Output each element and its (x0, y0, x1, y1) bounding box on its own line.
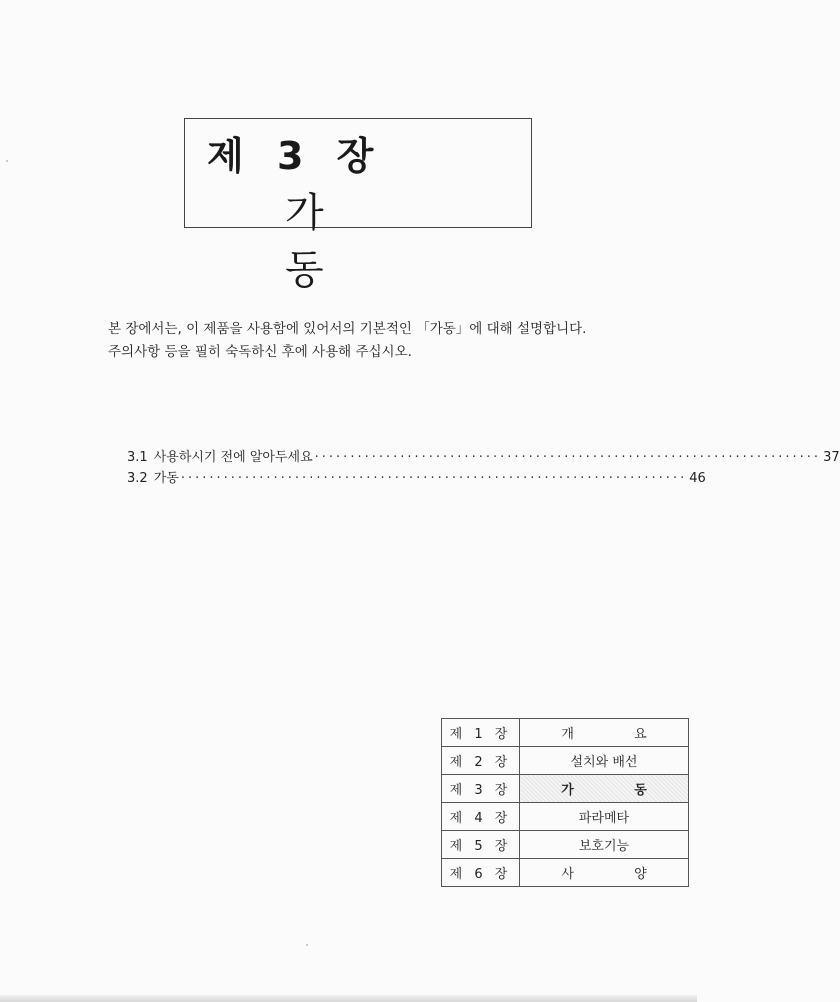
chapter-nav-row[interactable] (442, 747, 689, 775)
intro-line-1: 본 장에서는, 이 제품을 사용함에 있어서의 기본적인 「가동」에 대해 설명합니다. (108, 321, 587, 337)
toc-entry[interactable] (127, 467, 706, 488)
scan-speck (6, 160, 8, 162)
chapter-nav-title: 사 양 (520, 859, 689, 887)
chapter-nav-title-current: 가 동 (520, 775, 689, 803)
intro-line-2: 주의사항 등을 필히 숙독하신 후에 사용해 주십시오. (108, 344, 412, 360)
scan-speck (306, 944, 308, 946)
chapter-nav-label: 제 3 장 (442, 775, 520, 803)
chapter-nav-label: 제 4 장 (442, 803, 520, 831)
chapter-number: 제 3 장 (207, 134, 380, 178)
chapter-nav-title: 개 요 (520, 719, 689, 747)
toc-title: 사용하시기 전에 알아두세요 (153, 450, 313, 465)
chapter-name: 가 동 (285, 190, 384, 293)
toc-number: 3.2 (127, 471, 148, 486)
chapter-nav-row[interactable] (442, 831, 689, 859)
toc-page-number: 46 (689, 471, 706, 486)
toc-dot-leader: ······································································· (314, 450, 822, 465)
chapter-navigation-table (441, 718, 689, 887)
chapter-nav-row-current[interactable] (442, 775, 689, 803)
toc-entry[interactable] (127, 446, 840, 467)
chapter-nav-title: 파라메타 (520, 803, 689, 831)
chapter-title-box (184, 118, 532, 293)
chapter-nav-title: 보호기능 (520, 831, 689, 859)
chapter-nav-row[interactable] (442, 719, 689, 747)
toc-title: 가동 (153, 471, 179, 486)
toc-dot-leader: ······································································· (180, 471, 688, 486)
chapter-nav-label: 제 5 장 (442, 831, 520, 859)
toc-page-number: 37 (823, 450, 840, 465)
toc-number: 3.1 (127, 450, 148, 465)
chapter-nav-row[interactable] (442, 859, 689, 887)
chapter-nav-title: 설치와 배선 (520, 747, 689, 775)
table-of-contents (127, 446, 840, 488)
chapter-nav-label: 제 6 장 (442, 859, 520, 887)
scan-bottom-edge (0, 995, 697, 1002)
chapter-intro (108, 318, 668, 364)
chapter-nav-label: 제 1 장 (442, 719, 520, 747)
chapter-nav-row[interactable] (442, 803, 689, 831)
chapter-nav-label: 제 2 장 (442, 747, 520, 775)
